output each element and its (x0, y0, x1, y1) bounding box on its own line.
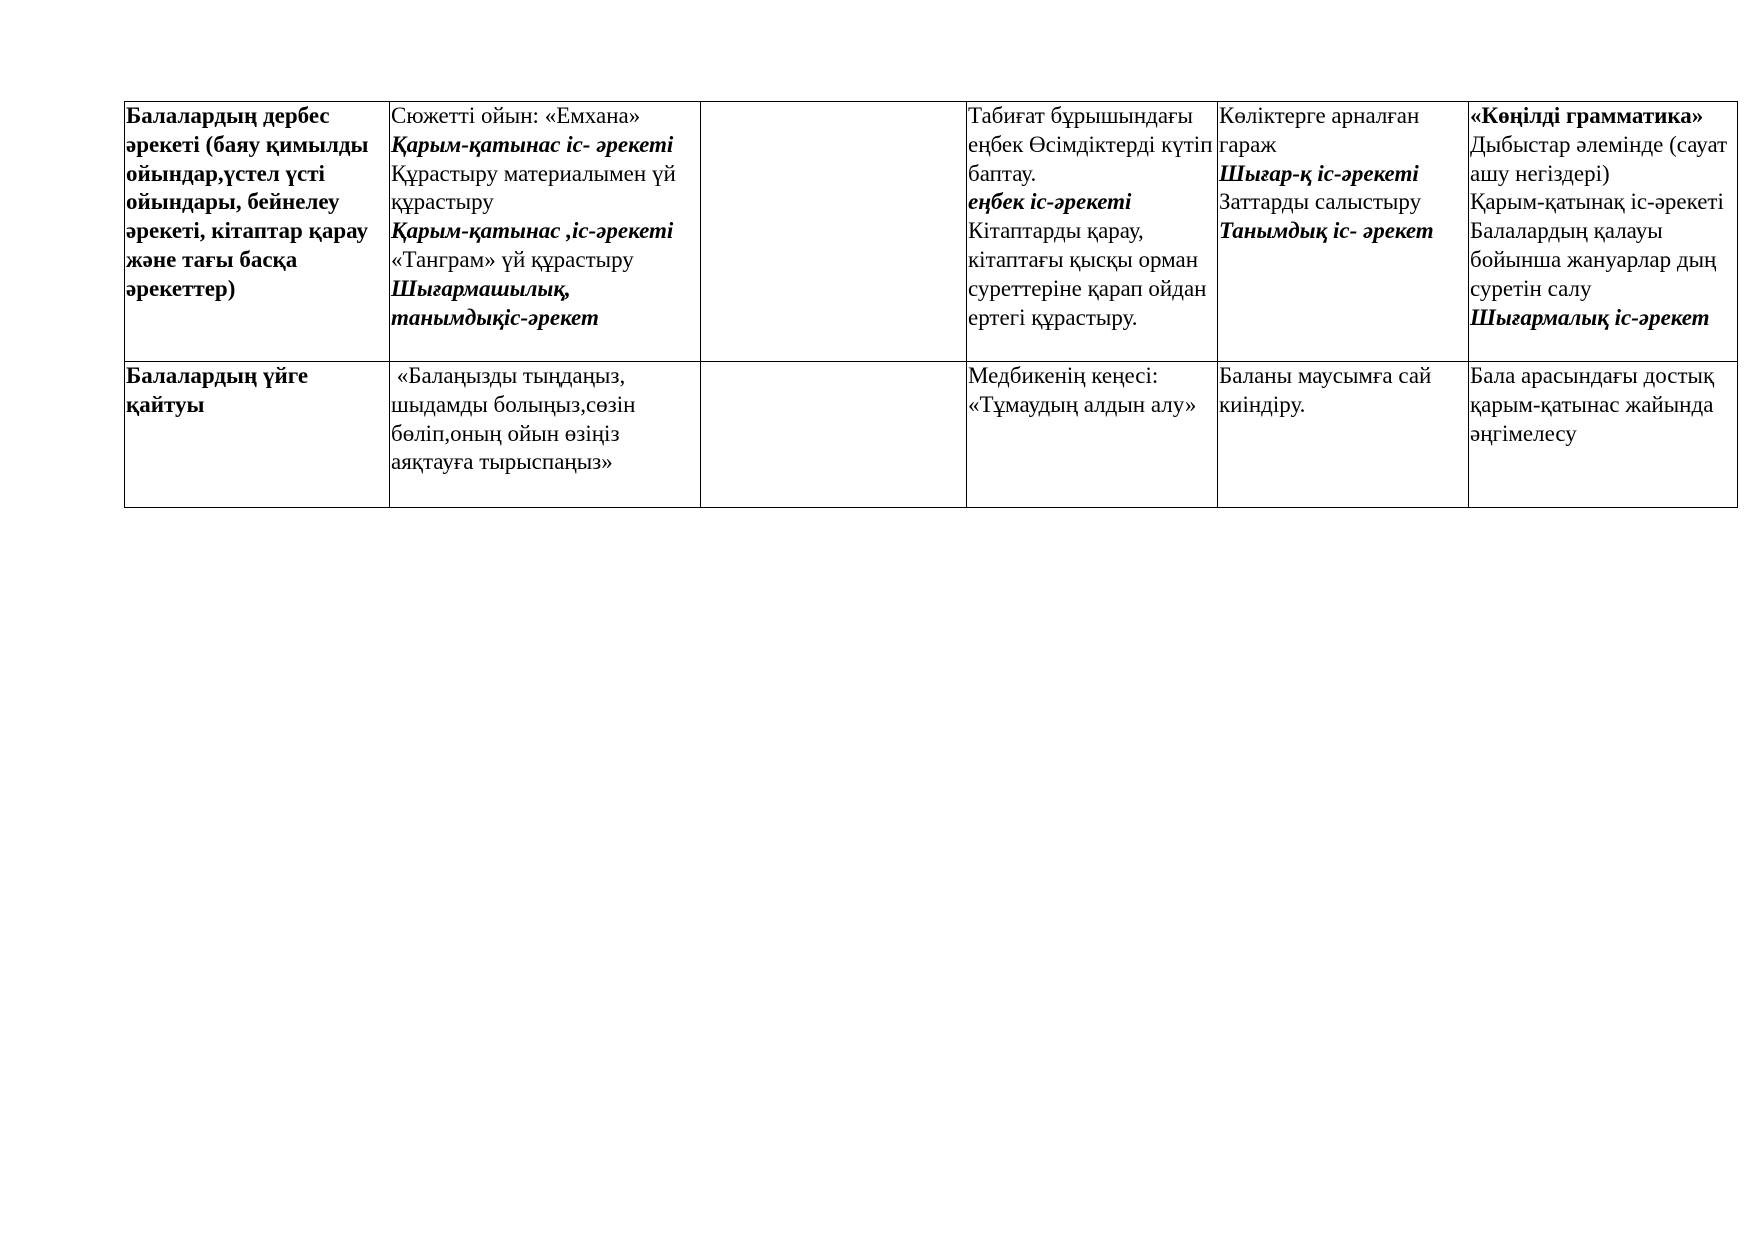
row-heading-cell (125, 102, 390, 362)
cell-text: Баланы маусымға сай киіндіру. (1219, 363, 1432, 417)
cell-text-activity: еңбек іс-әрекеті (968, 189, 1132, 215)
cell-text: Заттарды салыстыру (1219, 189, 1422, 215)
table-row (125, 102, 1738, 362)
cell-text: Бала арасындағы достық қарым-қатынас жайында әңгімелесу (1470, 363, 1715, 446)
cell-text-activity: Қарым-қатынас іс- әрекеті (391, 131, 674, 157)
cell-text-activity: Қарым-қатынас ,іс-әрекеті (391, 218, 674, 244)
cell-text: Кітаптарды қарау, кітаптағы қысқы орман суреттеріне қарап ойдан ертегі құрастыру. (968, 218, 1207, 330)
cell-text-activity: Шығар-қ іс-әрекеті (1219, 160, 1419, 186)
table-cell-empty (701, 102, 967, 362)
table-cell (1218, 102, 1469, 362)
cell-text: Қарым-қатынақ іс-әрекеті (1470, 189, 1724, 215)
cell-text: Құрастыру материалымен үй құрастыру (391, 160, 676, 215)
table-cell (967, 362, 1218, 508)
cell-text: «Танграм» үй құрастыру (391, 246, 634, 272)
table-cell (390, 362, 701, 508)
cell-text: «Балаңызды тыңдаңыз, шыдамды болыңыз,сөзін бөліп,оның ойын өзіңіз аяқтауға тырыспаңыз» (391, 363, 642, 475)
schedule-table (124, 101, 1738, 508)
table-cell (1218, 362, 1469, 508)
table-cell (390, 102, 701, 362)
table-cell (1469, 102, 1738, 362)
row-heading-cell (125, 362, 390, 508)
table-row (125, 362, 1738, 508)
row-heading: Балалардың үйге қайтуы (126, 363, 309, 417)
cell-text-activity: Танымдық іс- әрекет (1219, 218, 1434, 244)
cell-text: Медбикенің кеңесі: «Тұмаудың алдын алу» (968, 363, 1197, 417)
cell-text: Сюжетті ойын: «Емхана» (391, 103, 641, 128)
cell-text-activity: Шығармашылық, танымдықіс-әрекет (391, 275, 599, 330)
table-cell (967, 102, 1218, 362)
cell-text: Табиғат бұрышындағы еңбек Өсімдіктерді күтіп баптау. (968, 103, 1213, 186)
cell-text: Балалардың қалауы бойынша жануарлар дың суретін салу (1470, 218, 1717, 301)
row-heading: Балалардың дербес әрекеті (баяу қимылды ойындар,үстел үсті ойындары, бейнелеу әрекеті, кітаптар қарау және тағы басқа әрекеттер) (126, 103, 369, 301)
cell-text: Көліктерге арналған гараж (1219, 103, 1420, 157)
cell-text-title: «Көңілді грамматика» (1470, 103, 1704, 128)
table-cell (1469, 362, 1738, 508)
cell-text: Дыбыстар әлемінде (сауат ашу негіздері) (1470, 131, 1728, 186)
table-cell-empty (701, 362, 967, 508)
cell-text-activity: Шығармалық іс-әрекет (1470, 304, 1710, 330)
